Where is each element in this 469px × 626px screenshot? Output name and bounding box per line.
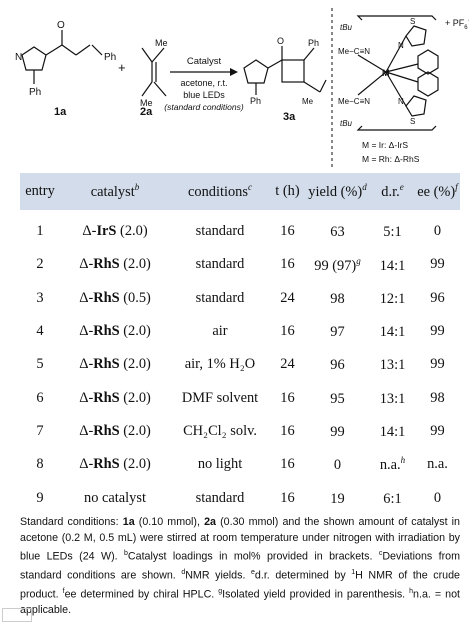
footnote-text: Deviations from standard conditions are shown. xyxy=(20,550,461,582)
dr-value: n.a. xyxy=(379,457,401,474)
header-catalyst-text: catalyst xyxy=(90,183,135,200)
dr-value: 14:1 xyxy=(379,423,406,440)
catalyst-n-top: N xyxy=(398,41,404,50)
footnote-text: ee determined by chiral HPLC. xyxy=(64,588,219,601)
header-catalyst xyxy=(60,173,170,210)
cell-ee: 99 xyxy=(430,356,445,373)
catalyst-loading: (2.0) xyxy=(119,422,151,439)
catalyst-loading: (2.0) xyxy=(116,223,148,240)
yield-value: 97 xyxy=(330,323,345,340)
cell-dr xyxy=(370,248,415,281)
cell-ee: 99 xyxy=(430,422,445,439)
footnote-marker-g: g xyxy=(218,588,223,596)
reactant-2a-structure xyxy=(142,48,166,96)
footnote-text: NMR yields. xyxy=(185,569,251,582)
catalyst-charge: + $PF_6$ xyxy=(445,18,468,31)
header-conditions-text: conditions xyxy=(188,183,248,200)
cell-entry: 5 xyxy=(36,356,44,373)
dr-value: 14:1 xyxy=(379,323,406,340)
catalyst-s-top: S xyxy=(410,17,416,26)
cell-yield xyxy=(305,381,370,414)
cell-catalyst xyxy=(60,381,170,414)
catalyst-note-ir: M = Ir: Δ-IrS xyxy=(362,140,409,150)
yield-sup: g xyxy=(356,255,361,266)
table-row xyxy=(20,210,460,248)
header-yield xyxy=(305,173,370,210)
arrow-label-solvent: acetone, r.t. xyxy=(180,78,228,88)
catalyst-loading: (2.0) xyxy=(119,389,151,406)
table-footnote xyxy=(20,515,460,619)
cell-time: 24 xyxy=(280,356,295,373)
carbonyl-o-label: O xyxy=(57,20,65,31)
arrow-label-standard: (standard conditions) xyxy=(164,102,244,112)
cell-ee: n.a. xyxy=(427,456,448,473)
header-conditions xyxy=(170,173,270,210)
cell-time: 24 xyxy=(280,289,295,306)
cell-ee: 99 xyxy=(430,256,445,273)
product-carbonyl-o-label: O xyxy=(277,36,285,46)
cell-catalyst xyxy=(60,448,170,481)
header-conditions-sup: c xyxy=(247,182,252,193)
ph-label-3a: Ph xyxy=(308,38,320,48)
catalyst-prefix: Δ- xyxy=(79,456,94,473)
dr-value: 13:1 xyxy=(379,390,406,407)
catalyst-prefix: Δ- xyxy=(79,356,94,373)
header-yield-text: yield (%) xyxy=(308,183,363,200)
catalyst-mecn-bottom: Me−C≡N xyxy=(338,97,371,106)
header-time-text: t (h) xyxy=(275,183,300,199)
cell-yield xyxy=(305,248,370,281)
catalyst-note-rh: M = Rh: Δ-RhS xyxy=(362,154,420,164)
cell-conditions: CH₂Cl₂ solv. xyxy=(183,422,257,439)
footnote-text: Standard conditions: xyxy=(20,516,123,528)
catalyst-s-bottom: S xyxy=(410,117,416,126)
cell-ee: 96 xyxy=(430,289,445,306)
dr-value: 6:1 xyxy=(383,490,402,507)
catalyst-mecn-top: Me−C≡N xyxy=(338,47,371,56)
cell-entry: 2 xyxy=(36,256,44,273)
catalyst-name: RhS xyxy=(93,289,120,306)
yield-value: 63 xyxy=(330,224,345,241)
cell-dr xyxy=(370,282,415,315)
header-yield-sup: d xyxy=(362,182,367,193)
cell-dr xyxy=(370,415,415,448)
catalyst-name: RhS xyxy=(93,456,120,473)
cell-conditions: no light xyxy=(197,456,243,473)
dr-value: 5:1 xyxy=(383,224,402,241)
catalyst-loading: (0.5) xyxy=(119,289,151,306)
catalyst-name: RhS xyxy=(93,323,120,340)
arrow-label-catalyst: Catalyst xyxy=(186,56,222,67)
catalyst-name: RhS xyxy=(93,256,120,273)
header-dr-sup: e xyxy=(399,182,404,193)
header-catalyst-sup: b xyxy=(134,182,140,193)
cell-yield xyxy=(305,210,370,248)
cell-entry: 3 xyxy=(36,289,44,306)
cell-yield xyxy=(305,481,370,514)
cell-entry: 9 xyxy=(36,489,44,506)
cell-conditions: DMF solvent xyxy=(181,389,259,406)
footnote-text: (0.30 mmol) and the shown amount of catalyst in acetone (0.2 M, 0.5 mL) were stirred at room temperature under nitrogen with irradiation by blue LEDs (24 W). xyxy=(20,516,460,563)
cell-time: 16 xyxy=(280,489,295,506)
me-label-a: Me xyxy=(155,38,168,48)
reaction-scheme xyxy=(0,0,469,172)
cell-conditions: standard xyxy=(195,489,245,506)
table-row xyxy=(20,282,460,315)
table-row xyxy=(20,348,460,381)
cell-time: 16 xyxy=(280,323,295,340)
arrow-label-light: blue LEDs xyxy=(183,90,225,100)
cell-time: 16 xyxy=(280,223,295,240)
table-row xyxy=(20,381,460,414)
catalyst-n-bottom: N xyxy=(398,97,404,106)
yield-value: 96 xyxy=(330,357,345,374)
footnote-text: Isolated yield provided in parenthesis. xyxy=(222,588,410,601)
reactant-1a-label: 1a xyxy=(54,106,67,118)
table-row xyxy=(20,481,460,514)
cell-yield xyxy=(305,448,370,481)
header-dr xyxy=(370,173,415,210)
cell-catalyst xyxy=(60,415,170,448)
catalyst-tbu-bottom: tBu xyxy=(340,119,353,128)
cell-entry: 1 xyxy=(36,223,44,240)
yield-value: 19 xyxy=(330,490,345,507)
cell-entry: 6 xyxy=(36,389,44,406)
footnote-text: n.a. = not applicable. xyxy=(20,588,460,617)
cell-time: 16 xyxy=(280,456,295,473)
cell-entry: 8 xyxy=(36,456,44,473)
optimization-table xyxy=(20,173,460,515)
cell-dr xyxy=(370,448,415,481)
footnote-marker-d: d xyxy=(181,569,186,577)
header-time xyxy=(270,173,305,210)
table-row xyxy=(20,415,460,448)
dr-sup: h xyxy=(400,455,406,466)
me-label-b: Me xyxy=(140,98,153,108)
cell-entry: 7 xyxy=(36,422,44,439)
footnote-text: Catalyst loadings in mol% provided in brackets. xyxy=(127,550,379,563)
product-3a-structure xyxy=(244,46,326,95)
cell-time: 16 xyxy=(280,422,295,439)
table-row xyxy=(20,248,460,281)
reactant-2a-label: 2a xyxy=(140,106,153,118)
catalyst-name: IrS xyxy=(96,223,117,240)
cell-conditions: air xyxy=(212,323,228,340)
cell-catalyst xyxy=(60,210,170,248)
cell-yield xyxy=(305,315,370,348)
footnote-marker-c: c xyxy=(378,550,383,557)
yield-value: 99 xyxy=(330,423,345,440)
catalyst-name: RhS xyxy=(93,422,120,439)
cell-yield xyxy=(305,415,370,448)
catalyst-structure xyxy=(358,16,438,130)
cell-ee: 0 xyxy=(433,223,442,240)
n-label-1a: N xyxy=(15,52,23,63)
me-label-3a: Me xyxy=(302,97,314,106)
cell-dr xyxy=(370,348,415,381)
header-ee xyxy=(415,173,460,210)
footnote-marker-f: f xyxy=(62,588,65,596)
catalyst-name: RhS xyxy=(93,389,120,406)
cell-catalyst xyxy=(60,248,170,281)
catalyst-prefix: Δ- xyxy=(79,389,94,406)
catalyst-prefix: Δ- xyxy=(79,422,94,439)
catalyst-tbu-top: tBu xyxy=(340,23,353,32)
cell-entry: 4 xyxy=(36,323,44,340)
catalyst-prefix: Δ- xyxy=(82,223,97,240)
catalyst-loading: (2.0) xyxy=(119,456,151,473)
catalyst-loading: (2.0) xyxy=(119,356,151,373)
yield-value: 99 (97) xyxy=(314,257,357,274)
catalyst-name: RhS xyxy=(93,356,120,373)
cell-catalyst xyxy=(60,315,170,348)
cell-conditions: standard xyxy=(195,256,245,273)
reactant-1a-structure xyxy=(22,30,102,84)
cell-yield xyxy=(305,348,370,381)
dr-value: 14:1 xyxy=(379,257,406,274)
cell-catalyst xyxy=(60,282,170,315)
header-ee-sup: f xyxy=(455,182,458,193)
catalyst-prefix: Δ- xyxy=(79,256,94,273)
cell-ee: 99 xyxy=(430,323,445,340)
catalyst-prefix: Δ- xyxy=(79,289,94,306)
cell-dr xyxy=(370,315,415,348)
catalyst-loading: (2.0) xyxy=(119,256,151,273)
reaction-arrowhead xyxy=(230,68,238,76)
footnote-marker-b: b xyxy=(124,550,128,557)
dr-value: 13:1 xyxy=(379,357,406,374)
footnote-text: H NMR of the crude product. xyxy=(20,569,460,601)
table-row xyxy=(20,448,460,481)
dr-value: 12:1 xyxy=(379,290,406,307)
catalyst-metal-label: M xyxy=(382,68,390,78)
yield-value: 98 xyxy=(330,290,345,307)
footnote-marker-h: h xyxy=(409,588,414,596)
footnote-text: d.r. determined by xyxy=(254,569,352,582)
cell-yield xyxy=(305,282,370,315)
header-ee-text: ee (%) xyxy=(417,183,456,200)
footnote-text: (0.10 mmol), xyxy=(134,516,205,528)
catalyst-loading: (2.0) xyxy=(119,323,151,340)
n-ph-label-1a: Ph xyxy=(29,87,42,98)
table-header-row xyxy=(20,173,460,210)
footnote-nmr-superscript: 1 xyxy=(351,569,356,577)
cell-ee: 98 xyxy=(430,389,445,406)
cell-ee: 0 xyxy=(433,489,442,506)
footnote-compound-1a: 1a xyxy=(122,516,135,528)
header-dr-text: d.r. xyxy=(381,183,400,200)
footnote-compound-2a: 2a xyxy=(204,516,216,528)
yield-value: 0 xyxy=(333,457,342,474)
catalyst-loading: no catalyst xyxy=(84,489,146,506)
header-entry xyxy=(20,173,60,210)
cell-catalyst xyxy=(60,348,170,381)
n-ph-label-3a: Ph xyxy=(250,96,262,106)
watermark-stamp xyxy=(2,608,32,622)
header-entry-text: entry xyxy=(25,183,55,199)
cell-time: 16 xyxy=(280,389,295,406)
cell-catalyst xyxy=(60,481,170,514)
cell-dr xyxy=(370,481,415,514)
cell-dr xyxy=(370,381,415,414)
cell-conditions: standard xyxy=(195,223,245,240)
plus-sign: + xyxy=(118,60,126,75)
cell-conditions: air, 1% H₂O xyxy=(184,356,256,373)
cell-time: 16 xyxy=(280,256,295,273)
table-row xyxy=(20,315,460,348)
cell-conditions: standard xyxy=(195,289,245,306)
catalyst-prefix: Δ- xyxy=(79,323,94,340)
cell-dr xyxy=(370,210,415,248)
yield-value: 95 xyxy=(330,390,345,407)
product-3a-label: 3a xyxy=(283,111,296,123)
footnote-marker-e: e xyxy=(251,569,255,577)
ph-label-1a: Ph xyxy=(104,52,117,63)
